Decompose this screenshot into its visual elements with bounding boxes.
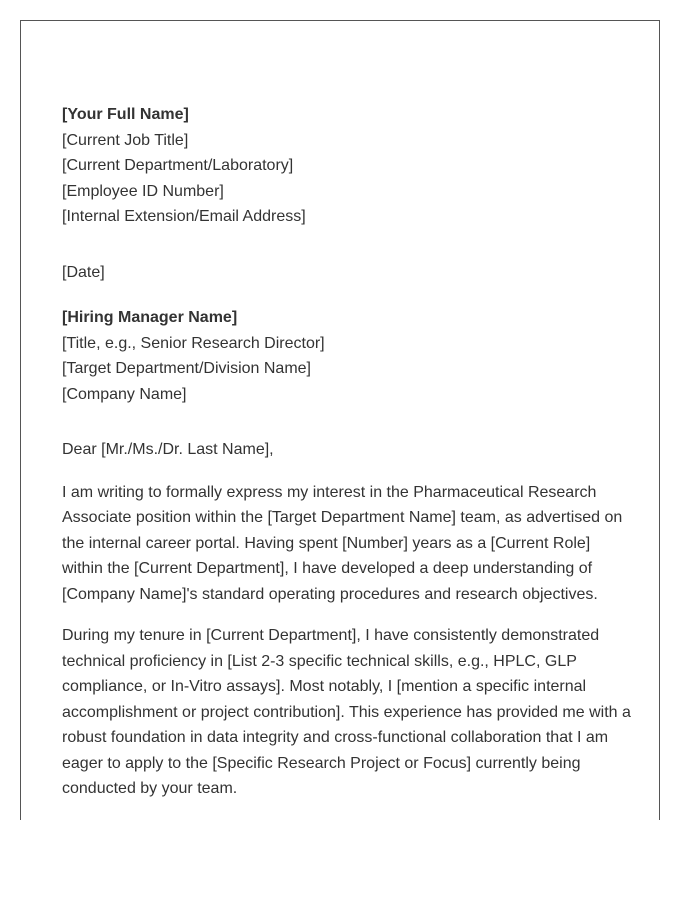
sender-contact: [Internal Extension/Email Address] [62, 208, 306, 225]
body-paragraph-2: During my tenure in [Current Department], I have consistently demonstrated technical proficiency in [List 2-3 specific technical skills, e.g., HPLC, GLP compliance, or In-Vitro assays]. Most notably, I [mention a specific internal accomplishment or project contribution]. This experience has provided me with a robust foundation in data integrity and cross-functional collaboration that I am eager to apply to the [Specific Research Project or Focus] currently being conducted by your team. [62, 627, 631, 797]
recipient-block [62, 305, 632, 407]
body-paragraph-1: I am writing to formally express my interest in the Pharmaceutical Research Associate position within the [Target Department Name] team, as advertised on the internal career portal. Having spent [Number] years as a [Current Role] within the [Current Department], I have developed a deep understanding of [Company Name]'s standard operating procedures and research objectives. [62, 483, 623, 603]
salutation: Dear [Mr./Ms./Dr. Last Name], [62, 441, 274, 458]
sender-job-title: [Current Job Title] [62, 131, 189, 149]
letter-page [20, 20, 660, 820]
sender-name: [Your Full Name] [62, 106, 189, 123]
recipient-department: [Target Department/Division Name] [62, 360, 311, 377]
recipient-company: [Company Name] [62, 385, 187, 403]
letter-content [62, 102, 632, 802]
sender-block [62, 102, 632, 230]
letter-date: [Date] [62, 263, 105, 281]
recipient-title: [Title, e.g., Senior Research Director] [62, 334, 325, 352]
sender-department: [Current Department/Laboratory] [62, 157, 294, 174]
recipient-name: [Hiring Manager Name] [62, 309, 238, 326]
sender-employee-id: [Employee ID Number] [62, 182, 224, 200]
